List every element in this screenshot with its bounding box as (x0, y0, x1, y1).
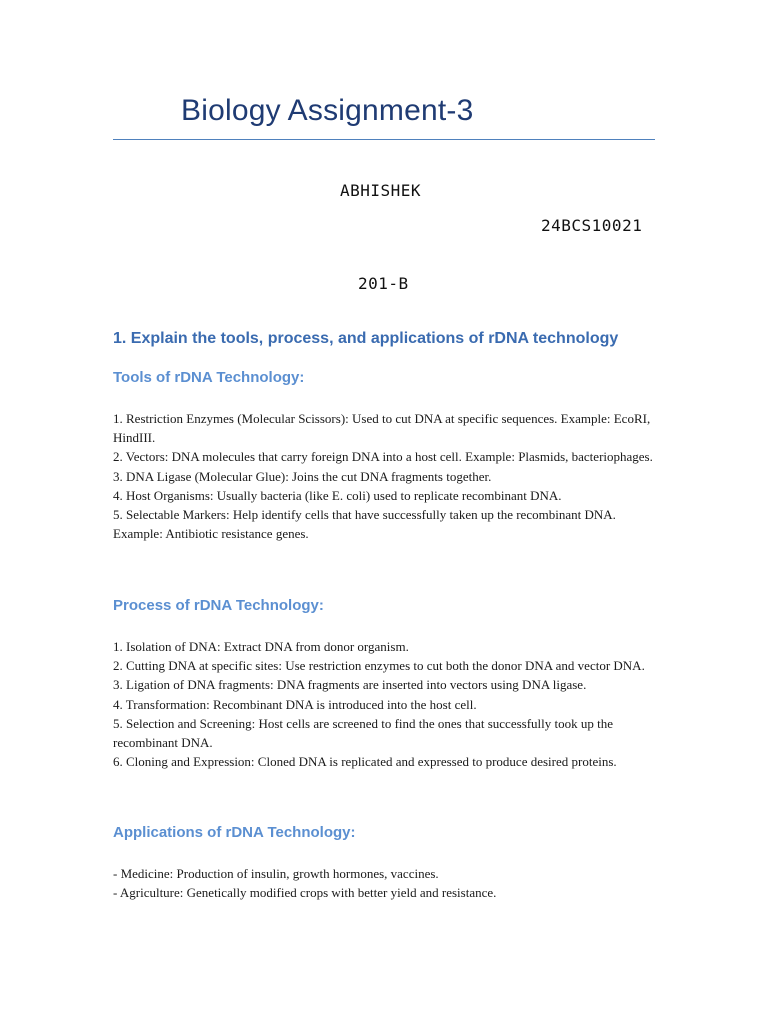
list-item: 4. Host Organisms: Usually bacteria (like E. coli) used to replicate recombinant DNA. (113, 487, 562, 503)
roll-number: 24BCS10021 (541, 216, 643, 235)
tools-heading: Tools of rDNA Technology: (113, 369, 305, 386)
list-item: 1. Isolation of DNA: Extract DNA from donor organism. (113, 639, 409, 654)
list-item: 5. Selection and Screening: Host cells are screened to find the ones that successfully took up the recombinant DNA. (113, 715, 613, 751)
list-item: 4. Transformation: Recombinant DNA is introduced into the host cell. (113, 696, 477, 712)
tools-list (113, 409, 658, 543)
applications-list (113, 864, 658, 902)
class-section: 201-B (358, 274, 409, 293)
list-item: - Agriculture: Genetically modified crops with better yield and resistance. (113, 885, 497, 901)
list-item: 2. Cutting DNA at specific sites: Use restriction enzymes to cut both the donor DNA and vector DNA. (113, 658, 645, 674)
list-item: - Medicine: Production of insulin, growth hormones, vaccines. (113, 866, 439, 881)
list-item: 3. DNA Ligase (Molecular Glue): Joins the cut DNA fragments together. (113, 468, 492, 484)
list-item: 3. Ligation of DNA fragments: DNA fragments are inserted into vectors using DNA ligase. (113, 677, 587, 693)
document-title: Biology Assignment-3 (181, 94, 474, 127)
process-heading: Process of rDNA Technology: (113, 597, 324, 614)
process-list (113, 637, 658, 771)
list-item: 2. Vectors: DNA molecules that carry foreign DNA into a host cell. Example: Plasmids, bacteriophages. (113, 449, 653, 465)
list-item: 5. Selectable Markers: Help identify cells that have successfully taken up the recombinant DNA. Example: Antibiotic resistance genes. (113, 507, 616, 542)
list-item: 6. Cloning and Expression: Cloned DNA is replicated and expressed to produce desired proteins. (113, 754, 617, 770)
title-underline (113, 139, 655, 140)
applications-heading: Applications of rDNA Technology: (113, 824, 356, 841)
student-name: ABHISHEK (340, 181, 422, 200)
question-heading: 1. Explain the tools, process, and applications of rDNA technology (113, 330, 619, 347)
list-item: 1. Restriction Enzymes (Molecular Scissors): Used to cut DNA at specific sequences. Example: EcoRI, HindIII. (113, 411, 651, 446)
